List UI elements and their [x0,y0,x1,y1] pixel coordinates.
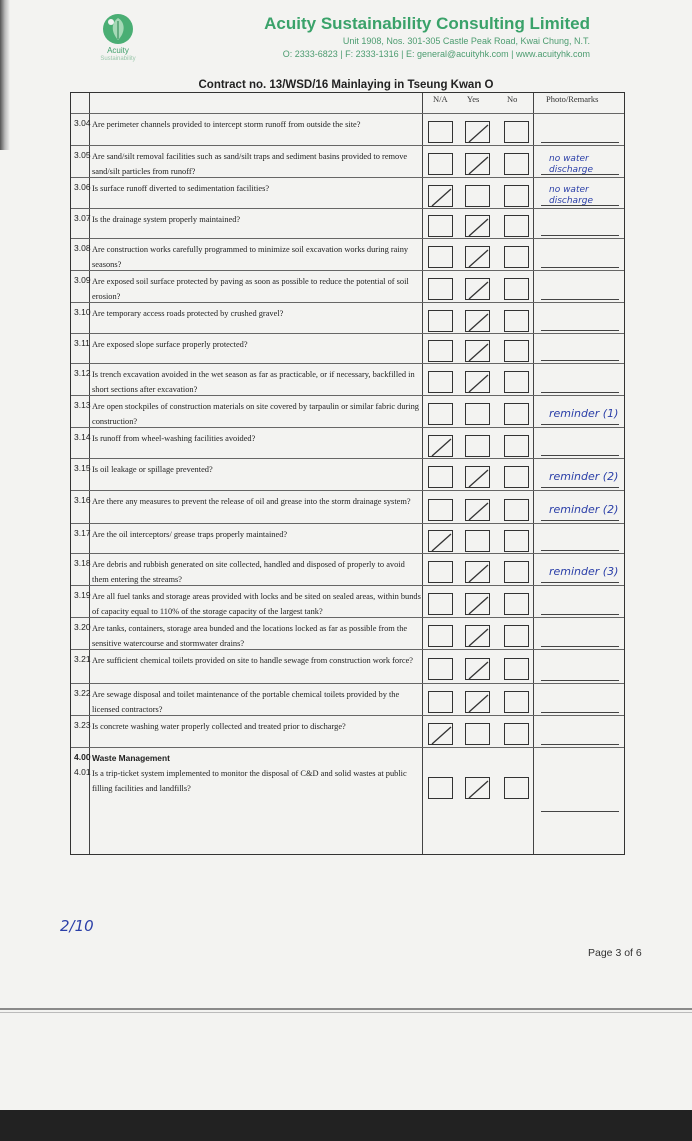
leaf-logo-icon [101,12,135,46]
handwritten-remark: reminder (1) [549,407,619,420]
table-row [71,763,624,815]
tick-mark-icon [466,626,491,648]
checkbox-na[interactable] [428,340,453,362]
checkbox-yes[interactable] [465,466,490,488]
question-text: Is surface runoff diverted to sedimentation facilities? [92,184,270,193]
checkbox-na[interactable] [428,403,453,425]
checkbox-na[interactable] [428,530,453,552]
item-number: 3.09 [74,275,91,285]
remark-underline [541,424,619,425]
item-number: 3.23 [74,720,91,730]
table-row [71,458,624,490]
checkbox-na[interactable] [428,153,453,175]
company-logo [88,12,148,64]
logo-sub: Sustainability [100,56,136,62]
tick-mark-icon [429,724,454,746]
table-row [71,145,624,177]
tick-mark-icon [466,154,491,176]
checkbox-no[interactable] [504,593,529,615]
logo-name: Acuity [107,46,129,55]
table-row [71,395,624,427]
remark-underline [541,614,619,615]
tick-mark-icon [429,186,454,208]
remark-underline [541,330,619,331]
checkbox-yes[interactable] [465,121,490,143]
item-number: 3.19 [74,590,91,600]
remark-underline [541,142,619,143]
tick-mark-icon [466,341,491,363]
checkbox-yes[interactable] [465,278,490,300]
checkbox-na[interactable] [428,723,453,745]
company-contact: O: 2333-6823 | F: 2333-1316 | E: general@acuityhk.com | www.acuityhk.com [282,49,590,59]
table-row [71,617,624,649]
checkbox-yes[interactable] [465,310,490,332]
question-text: Is trench excavation avoided in the wet season as far as practicable, or if necessary, backfilled in short sections after excavation? [92,370,415,394]
checkbox-no[interactable] [504,435,529,457]
table-row [71,715,624,747]
remark-underline [541,712,619,713]
table-row [71,523,624,553]
question-text: Is the drainage system properly maintained? [92,215,241,224]
tick-mark-icon [466,279,491,301]
checkbox-yes[interactable] [465,153,490,175]
remark-underline [541,582,619,583]
header-na: N/A [433,94,448,104]
table-row [71,683,624,715]
tick-mark-icon [466,594,491,616]
remark-underline [541,235,619,236]
item-number: 3.20 [74,622,91,632]
question-text: Are there any measures to prevent the release of oil and grease into the storm drainage system? [92,497,411,506]
checkbox-na[interactable] [428,215,453,237]
item-number: 3.17 [74,528,91,538]
checkbox-na[interactable] [428,121,453,143]
checkbox-na[interactable] [428,777,453,799]
question-text: Are the oil interceptors/ grease traps properly maintained? [92,530,288,539]
item-number: 3.18 [74,558,91,568]
checkbox-na[interactable] [428,435,453,457]
question-text: Are open stockpiles of construction materials on site covered by tarpaulin or similar fabric during construction? [92,402,419,426]
tick-mark-icon [429,436,454,458]
item-number: 3.05 [74,150,91,160]
question-text: Is oil leakage or spillage prevented? [92,465,213,474]
checkbox-no[interactable] [504,530,529,552]
tick-mark-icon [466,216,491,238]
checkbox-no[interactable] [504,278,529,300]
table-row [71,302,624,333]
checkbox-na[interactable] [428,310,453,332]
table-row [71,208,624,238]
handwritten-remark: no water discharge [549,154,594,175]
table-row [71,553,624,585]
checkbox-no[interactable] [504,246,529,268]
handwritten-remark: reminder (2) [549,470,619,483]
remark-underline [541,520,619,521]
question-text: Are exposed slope surface properly protected? [92,340,248,349]
question-text: Are sufficient chemical toilets provided on site to handle sewage from construction work force? [92,656,414,665]
tick-mark-icon [466,122,491,144]
checkbox-na[interactable] [428,278,453,300]
checkbox-no[interactable] [504,215,529,237]
scan-border [0,1110,692,1141]
question-text: Is runoff from wheel-washing facilities avoided? [92,434,256,443]
question-text: Are debris and rubbish generated on site collected, handled and disposed of properly to avoid them entering the streams? [92,560,405,584]
checkbox-no[interactable] [504,561,529,583]
checkbox-yes[interactable] [465,658,490,680]
checkbox-na[interactable] [428,185,453,207]
tick-mark-icon [466,247,491,269]
tick-mark-icon [466,659,491,681]
item-number: 3.10 [74,307,91,317]
remark-underline [541,360,619,361]
checkbox-na[interactable] [428,691,453,713]
tick-mark-icon [466,562,491,584]
checkbox-yes[interactable] [465,561,490,583]
contract-title: Contract no. 13/WSD/16 Mainlaying in Tseung Kwan O [198,79,494,91]
tick-mark-icon [466,778,491,800]
tick-mark-icon [429,531,454,553]
handwritten-remark: no water discharge [549,185,594,206]
checkbox-yes[interactable] [465,215,490,237]
checkbox-yes[interactable] [465,246,490,268]
item-number: 3.15 [74,463,91,473]
remark-underline [541,550,619,551]
item-number: 3.22 [74,688,91,698]
table-row [71,427,624,458]
checkbox-yes[interactable] [465,435,490,457]
table-row [71,585,624,617]
checkbox-no[interactable] [504,625,529,647]
remark-underline [541,680,619,681]
checkbox-yes[interactable] [465,371,490,393]
remark-underline [541,646,619,647]
item-number: 3.16 [74,495,91,505]
checkbox-na[interactable] [428,246,453,268]
scan-artifact [0,1008,692,1010]
item-number: 3.12 [74,368,91,378]
item-number: 3.07 [74,213,91,223]
checkbox-yes[interactable] [465,593,490,615]
checkbox-no[interactable] [504,466,529,488]
checkbox-yes[interactable] [465,723,490,745]
item-number: 3.06 [74,182,91,192]
remark-underline [541,487,619,488]
handwritten-remark: reminder (2) [549,503,619,516]
handwritten-remark: reminder (3) [549,565,619,578]
checkbox-na[interactable] [428,561,453,583]
question-text: Are exposed soil surface protected by paving as soon as possible to reduce the potential of soil erosion? [92,277,409,301]
checkbox-no[interactable] [504,185,529,207]
scan-artifact [0,1012,692,1013]
tick-mark-icon [466,500,491,522]
checkbox-no[interactable] [504,310,529,332]
table-row [71,490,624,523]
checkbox-yes[interactable] [465,499,490,521]
section-title: Waste Management [92,753,170,763]
checkbox-yes[interactable] [465,185,490,207]
question-text: Is a trip-ticket system implemented to monitor the disposal of C&D and solid wastes at public filling facilities and landfills? [92,769,407,793]
item-number: 4.01 [74,767,91,777]
table-row [71,177,624,208]
remark-underline [541,811,619,812]
checkbox-na[interactable] [428,499,453,521]
remark-underline [541,299,619,300]
checkbox-no[interactable] [504,403,529,425]
item-number: 3.04 [74,118,91,128]
checkbox-yes[interactable] [465,625,490,647]
tick-mark-icon [466,692,491,714]
item-number: 3.21 [74,654,91,664]
checkbox-no[interactable] [504,777,529,799]
question-text: Are tanks, containers, storage area bunded and the locations locked as far as possible from the sensitive watercourse and stormwater drains? [92,624,408,648]
table-row [71,333,624,363]
checkbox-yes[interactable] [465,691,490,713]
table-row [71,363,624,395]
header-no: No [507,94,518,104]
scan-shadow [0,0,10,150]
remark-underline [541,392,619,393]
checkbox-na[interactable] [428,625,453,647]
checkbox-na[interactable] [428,466,453,488]
section-row [71,747,624,763]
remark-underline [541,267,619,268]
question-text: Are sewage disposal and toilet maintenance of the portable chemical toilets provided by the licensed contractors? [92,690,400,714]
page-number: Page 3 of 6 [588,947,642,959]
checkbox-na[interactable] [428,658,453,680]
header-yes: Yes [467,94,480,104]
checkbox-yes[interactable] [465,530,490,552]
question-text: Are all fuel tanks and storage areas provided with locks and be sited on sealed areas, within bunds of capacity equal to 110% of the storage capacity of the largest tank? [92,592,421,616]
remark-underline [541,455,619,456]
tick-mark-icon [466,372,491,394]
checkbox-no[interactable] [504,691,529,713]
section-number: 4.00 [74,752,91,762]
question-text: Are sand/silt removal facilities such as sand/silt traps and sediment basins provided to remove sand/silt particles from runoff? [92,152,408,176]
checkbox-na[interactable] [428,593,453,615]
question-text: Are temporary access roads protected by crushed gravel? [92,309,284,318]
tick-mark-icon [466,311,491,333]
company-header [160,14,590,60]
question-text: Are perimeter channels provided to intercept storm runoff from outside the site? [92,120,361,129]
item-number: 3.14 [74,432,91,442]
tick-mark-icon [466,467,491,489]
checkbox-no[interactable] [504,340,529,362]
company-name: Acuity Sustainability Consulting Limited [264,14,590,33]
checkbox-yes[interactable] [465,340,490,362]
checkbox-na[interactable] [428,371,453,393]
checkbox-no[interactable] [504,153,529,175]
checkbox-no[interactable] [504,121,529,143]
question-text: Are construction works carefully programmed to minimize soil excavation works during rainy seasons? [92,245,409,269]
item-number: 3.13 [74,400,91,410]
checklist-table [70,92,625,855]
checkbox-no[interactable] [504,499,529,521]
checkbox-no[interactable] [504,658,529,680]
table-row [71,238,624,270]
company-address: Unit 1908, Nos. 301-305 Castle Peak Road, Kwai Chung, N.T. [342,36,590,46]
table-row [71,113,624,145]
checkbox-no[interactable] [504,371,529,393]
item-number: 3.11 [74,338,90,348]
header-remarks: Photo/Remarks [546,94,599,104]
table-row [71,270,624,302]
handwritten-date: 2/10 [60,917,94,935]
checkbox-no[interactable] [504,723,529,745]
item-number: 3.08 [74,243,91,253]
checkbox-yes[interactable] [465,777,490,799]
checkbox-yes[interactable] [465,403,490,425]
table-row [71,649,624,683]
question-text: Is concrete washing water properly collected and treated prior to discharge? [92,722,346,731]
remark-underline [541,744,619,745]
